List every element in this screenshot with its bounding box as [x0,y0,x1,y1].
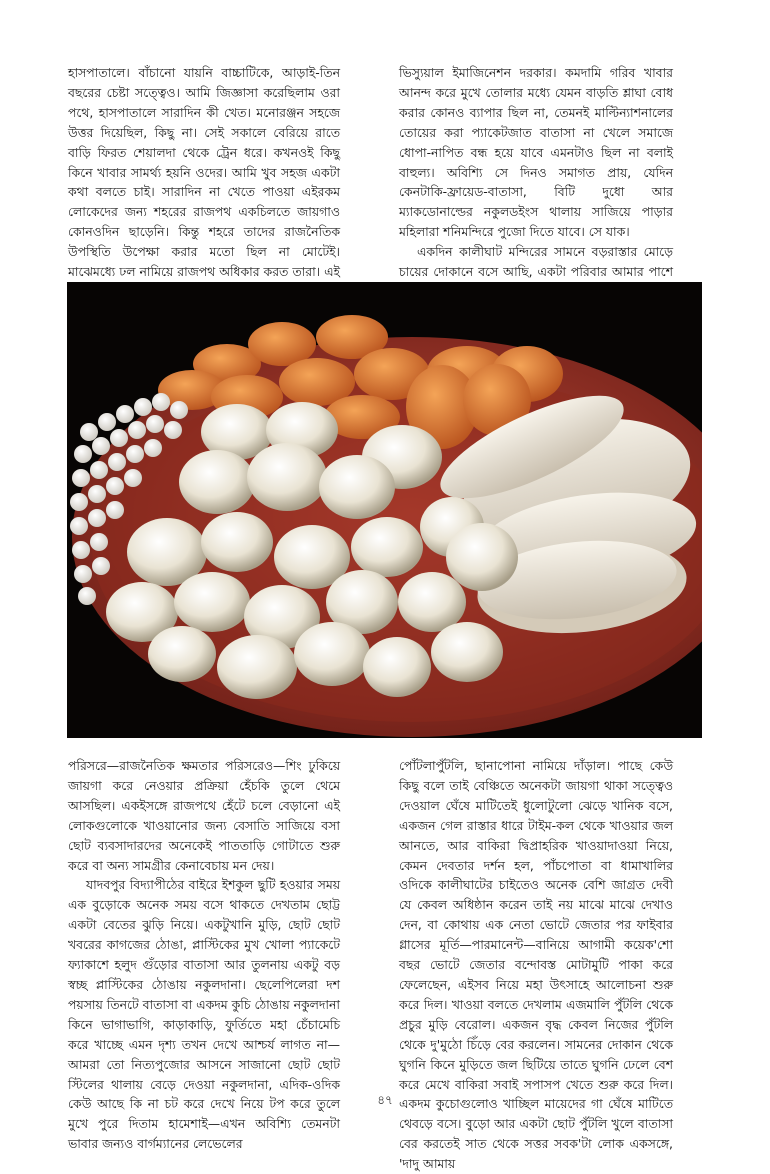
page-number: ৪৭ [377,1093,393,1107]
text-column-top-right [399,63,673,302]
paragraph: ভিস্যুয়াল ইমাজিনেশন দরকার। কমদামি গরিব খাবার আনন্দ করে মুখে তোলার মধ্যে যেমন বাড়তি শ্লাঘা বোধ করার কোনও ব্যাপার ছিল না, তেমনই মাল্টিন্যাশনালের তোয়ের করা প্যাকেটজাত বাতাসা না খেলে সমাজে ধোপা-নাপিত বন্ধ হয়ে যাবে এমনটাও ছিল না বলাই বাহুল্য। অবিশ্যি সে দিনও সমাগত প্রায়, যেদিন কেনটাকি-ফ্রায়েড-বাতাসা, বিটি দুধো আর ম্যাকডোনাল্ডের নকুলডইংস থালায় সাজিয়ে পাড়ার মহিলারা শনিমন্দিরে পুজো দিতে যাবে। সে যাক। [399,65,673,240]
sweets-plate-photo [67,282,702,738]
paragraph: যাদবপুর বিদ্যাপীঠের বাইরে ইশকুল ছুটি হওয়ার সময় এক বুড়োকে অনেক সময় বসে থাকতে দেখতাম ছোট্ট একটা বেতের ঝুড়ি নিয়ে। একটুখানি মুড়ি, ছোট ছোট খবরের কাগজের ঠোঙা, প্লাস্টিকের মুখ খোলা প্যাকেটে ফ্যাকাশে হলুদ গুঁড়োর বাতাসা আর তুলনায় একটু বড় স্বচ্ছ প্লাস্টিকের ঠোঙায় নকুলদানা। ছেলেপিলেরা দশ পয়সায় তিনটে বাতাসা বা একদম কুচি ঠোঙায় নকুলদানা কিনে ভাগাভাগি, কাড়াকাড়ি, ফুর্তিতে মহা চেঁচামেচি করে খাচ্ছে এমন দৃশ্য তখন দেখে আশ্চর্য লাগত না—আমরা তো নিত্যপুজোর আসনে সাজানো ছোট ছোট স্টিলের থালায় বেড়ে দেওয়া নকুলদানা, এদিক-ওদিক কেউ আছে কি না চট করে দেখে নিয়ে টপ করে তুলে মুখে পুরে দিতাম হামেশাই—এখন অবিশ্যি তেমনটা ভাবার জন্যও বার্গম্যানের লেভেলের [68,877,340,1152]
paragraph: একদিন কালীঘাট মন্দিরের সামনে বড়রাস্তার মোড়ে চায়ের দোকানে বসে আছি, একটা পরিবার আমার পাশে [399,244,673,280]
paragraph: পরিসরে—রাজনৈতিক ক্ষমতার পরিসরেও—শিং ঢুকিয়ে জায়গা করে নেওয়ার প্রক্রিয়া হেঁচকি তুলে থেমে আসছিল। একইসঙ্গে রাজপথে হেঁটে চলে বেড়ানো এই লোকগুলোকে খাওয়ানোর জন্য বেসাতি সাজিয়ে বসা ছোট ব্যবসাদারদের অনেকেই পাততাড়ি গোটাতে শুরু করে বা অন্য সামগ্রীর কেনাবেচায় মন দেয়। [68,758,340,873]
sweets-plate-illustration [67,282,702,738]
paragraph: পোঁটলাপুঁটলি, ছানাপোনা নামিয়ে দাঁড়াল। পাছে কেউ কিছু বলে তাই বেঞ্চিতে অনেকটা জায়গা থাকা সত্ত্বেও দেওয়াল ঘেঁষে মাটিতেই ধুলোটুলো ঝেড়ে খানিক বসে, একজন গেল রাস্তার ধারে টাইম-কল থেকে খাওয়ার জল আনতে, আর বাকিরা দ্বিপ্রাহরিক খাওয়াদাওয়া নিয়ে, কেমন দেবতার দর্শন হল, পাঁচপোতা বা ধামাখালির ওদিকে কালীঘাটের চাইতেও অনেক বেশি জাগ্রত দেবী যে কেবল অধিষ্ঠান করেন তাই নয় মাঝে মাঝে দেখাও দেন, বা কোথায় এক নেতা ভোটে জেতার পর ফাইবার গ্লাসের মূর্তি—পারমানেন্ট—বানিয়ে আগামী কয়েক'শো বছর ভোটে জেতার বন্দোবস্ত মোটামুটি পাকা করে ফেলেছেন, এইসব নিয়ে মহা উৎসাহে আলোচনা শুরু করে দিল। খাওয়া বলতে দেখলাম এজমালি পুঁটলি থেকে প্রচুর মুড়ি বেরোল। একজন বৃদ্ধ কেবল নিজের পুঁটলি থেকে দু'মুঠো চিঁড়ে বের করলেন। সামনের দোকান থেকে ঘুগনি কিনে মুড়িতে জল ছিটিয়ে তাতে ঘুগনি ঢেলে বেশ করে মেখে বাকিরা সবাই সপাসপ খেতে শুরু করে দিল। একদম কুচোগুলোও খাচ্ছিল মায়েদের গা ঘেঁষে মাটিতে থেবড়ে বসে। বুড়ো আর একটা ছোট পুঁটলি খুলে বাতাসা বের করতেই সাত থেকে সত্তর সবক'টা লোক একসঙ্গে, 'দাদু আমায় [399,758,673,1172]
paragraph: হাসপাতালে। বাঁচানো যায়নি বাচ্চাটিকে, আড়াই-তিন বছরের চেষ্টা সত্ত্বেও। আমি জিজ্ঞাসা করেছিলাম ওরা পথে, হাসপাতালে সারাদিন কী খেত। মনোরঞ্জন সহজে উত্তর দিয়েছিল, কিছু না। সেই সকালে বেরিয়ে রাতে বাড়ি ফিরত শেয়ালদা থেকে ট্রেন ধরে। কখনওই কিছু কিনে খাবার সামর্থ্য হয়নি ওদের। আমি খুব সহজ একটা কথা বলতে চাই। সারাদিন না খেতে পাওয়া এইরকম লোকেদের জন্য শহরের রাজপথ একচিলতে জায়গাও কোনওদিন ছাড়েনি। কিন্তু শহরে তাদের রাজনৈতিক উপস্থিতি উপেক্ষা করার মতো ছিল না মোটেই। মাঝেমধ্যে ঢল নামিয়ে রাজপথ অধিকার করত তারা। এই [68,65,340,280]
text-column-top-left [68,63,340,302]
